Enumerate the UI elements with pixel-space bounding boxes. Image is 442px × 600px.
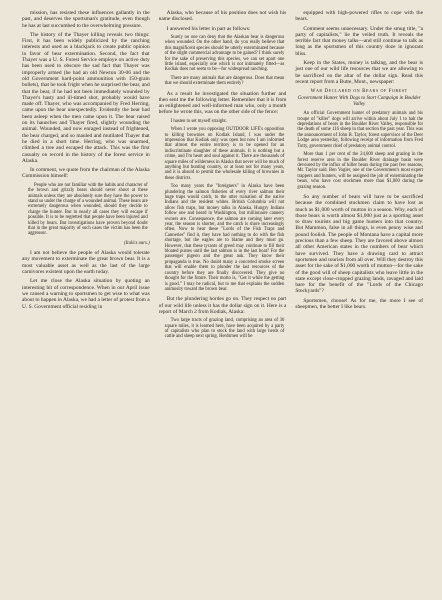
paragraph: Sportsmen, choose! As for me, the more I see of sheepmen, the better I like bears. [295,297,424,310]
paragraph: equipped with high-powered rifles to cope with the bears. [295,10,424,23]
paragraph: I answered his letter in part as follows: [166,25,251,32]
quote-paragraph: Surely no one can deny that the Alaskan bear is dangerous when wounded. On the other hand, do you really believe that this magnificent species should be utterly exterminated because of the slight commercial advantage to be gained? I think surely for the sake of preserving this species, we can set apart one little island, especially one which is not intimately fitted—as Kodiak does not seem to be—for widespread ranching. [164,34,285,73]
quote-attribution: (Italics ours.) [124,240,150,246]
paragraph: I am not believe the people of Alaska would tolerate any movement to exterminate the great brown bear. It is a most valuable asset as well as the last of the large carnivores existent upon the earth today. [22,250,150,276]
paragraph: Keep in the States, money is talking, and the bear is just one of our wild life resources that we are allowing to be sacrificed on the altar of the dollar sign. Read this recent report from a Butte, Mont., newspaper: [295,60,424,85]
paragraph: The history of the Thayer killing reveals two things: First, it has been widely publicized by the ranching interests and used as a blackjack to create public opinion in favor of bear extermination. Second, the fact that Thayer was a U. S. Forest Service employe on active duty has been used to obscure the sad fact that Thayer was improperly armed (he had an old Newton 30-06 and the old Government hard-point ammunition with 150-grain bullets), that he took fright when he surprised the bear, and that the bear, if he had not been immediately wounded by Thayer's hasty and ill-timed shot, probably would have made off. Thayer, who was accompanied by Fred Herring, came upon the bear unexpectedly. Evidently the bear had been asleep when the men came upon it. The bear raised on its haunches and Thayer fired, slightly wounding the animal. Wounded, and now enraged instead of frightened, the bear charged, and so mauled and mutilated Thayer that he died in a short time. Herring, who was unarmed, climbed a tree and escaped the attack. This was the first casualty on record in the history of the forest service in Alaska. [22,31,150,164]
paragraph: Comment seems unnecessary. Under the smug title, "a party of capitalists," lie the veiled truth. It reveals the terrible fact that money talks—and still continue to talk as long as the sportsmen of this country doze in ignorant bliss. [295,25,424,57]
report-quote [165,318,285,340]
letter-quote [165,119,285,293]
paragraph: But the plundering hordes go on. They respect no part of our wild life unless it has the dollar sign on it. Here is a report of March 2 from Kodiak, Alaska: [158,296,287,315]
quote-paragraph: Too many years the "foreigners" in Alaska have been plundering the salmon fisheries of every river salmon their huge traps would catch, to the utter ruination of the native Indians and the resident whites. British Columbia will not allow fish traps, but money talks in Alaska. Hungry Indians follow one and heard in Washington, but millionaire cannery owners are. Consequence, the salmon are coming later every year, the season is shorter, and the catch is shore increasingly often. Now to hear these "Lords of the Fish Traps and Canneries" find it, they have had nothing to do with the fish shortage, but the eagles are to blame and they must go. However, that these tyrants of greed may continue to fill their bloated purses until the last salmon is in the last boat? For the passenger pigeon and the great auk. They know their propaganda is true. No doubt many a concerted smoke screen that will enable them to plunder the last resources of the country before they are finally discovered. They give no thought for the future. Their motto is, "Get it while the getting is good." I may be radical, but to me that explains the sudden animosity toward the brown bear. [164,184,285,292]
quote-paragraph: When I wrote you opposing OUTDOOR LIFE's opposition to killing brownies on Kodiak Island, I was under the impression that Kodiak only was open but now I am informed that almost the entire territory is to be opened for an indiscriminate slaughter of these animals. It is nothing but a crime, and I'm heart and soul against it. There are thousands of square miles of wilderness in Alaska that never will be much of anything but hunting country, or at least not for many years, and it is absurd to permit the wholesale killing of brownies in these districts. [164,127,285,181]
news-headline: War Declared on Bears of Forest [310,89,408,95]
paragraph: As a result he investigated the situation further and then sent me the following letter. Remember that it is from an enlightened and well-informed man who, only a month before he wrote this, was on the other side of the fence: [158,90,287,116]
quote-paragraph: People who are not familiar with the habits and character of the brown and grizzly bears should never shoot at these animals unless they are absolutely sure they have the power to stand us under the charge of a wounded animal. These bears are extremely dangerous when wounded, should they decide to charge the hunter. But in nearly all cases they will escape if possible. It is to be regretted that people have been injured and killed by bears. But investigations have proven beyond doubt that in the great majority of such cases the victim has been the aggressor. [28,182,148,237]
news-subhead: Government Hunter With Dogs to Start Campaign in Boulder Valley [297,96,421,108]
paragraph: mission, has resisted these influences gallantly in the past, and deserves the sportsman's gratitude, even though he has at last succumbed to the overwhelming pressure. [22,10,150,29]
paragraph: So any number of bears will have to be sacrificed because the combined stockmen claim to have lost as much as $1,000 worth of mutton in a season. Why, each of those bears is worth almost $1,000 just as a sporting asset to draw tourists and big game hunters into that country. But Mammon, false in all things, is even penny wise and pound foolish. The people of Montana have a capital more precious than a few sheep. They are favored above almost all other American states in the numbers of bear which have survived. They have a drawing card to attract sportsmen and tourists from all over. Will they destroy this asset for the sake of $1,000 worth of mutton—for the sake of the good will of sheep capitalists who leave little in the state except close-cropped grazing lands, ravaged and laid bare for the benefit of the "Lords of the Chicago Stockyards"? [295,193,424,295]
quote-paragraph: I hasten to set myself straight. [170,118,227,124]
quote-paragraph: Two large tracts of grazing land, comprising an area of 30 square miles, it is learned here, have been acquired by a party of capitalists who plan to stock the land with large herds of cattle and sheep next spring. Herdsmen will be [164,318,285,340]
block-quote [165,35,285,87]
column-3 [295,10,423,600]
clipping-paragraph: More than 1 per cent of the 24,000 sheep and grazing in the forest reserve area in the Boulder River drainage basin were devoured by the influx of killer bears during the past few seasons, Mr. Taylor said. Ben Vogler, one of the Government's most expert trappers and hunters, will be assigned the job of exterminating the bears, who have cost stockmen more than $1,000 during the grazing season. [297,152,424,190]
paragraph: Alaska, who because of his position does not wish his name disclosed. [158,10,287,23]
column-2 [159,10,287,600]
clipping-paragraph: An official Government hunter of predatory animals and his troupe of "killer" dogs will arrive within about July 1 to halt the depredations of bears in the Boulder River Valley, responsible for the death of some 116 sheep in that section the past year. This was the announcement of John B. Taylor, forest supervisor of the Deer Lodge area yesterday, following receipt of information from Fred Tutty, government chief of predatory animal control. [297,111,424,149]
paragraph: In comment, we quote from the chairman of the Alaska Commission himself: [22,167,150,180]
news-clipping [297,111,423,190]
column-1 [22,10,150,600]
block-quote [28,183,148,237]
quote-paragraph: There are many animals that are dangerous. Does that mean that we should exterminate them entirely? [164,75,285,87]
paragraph: Let me close the Alaska situation by quoting an interesting bit of correspondence. When in our April issue we caused a warning to sportsmen to get wise to what was about to happen in Alaska, we had a letter of protest from a U. S. Government official residing in [22,278,150,310]
